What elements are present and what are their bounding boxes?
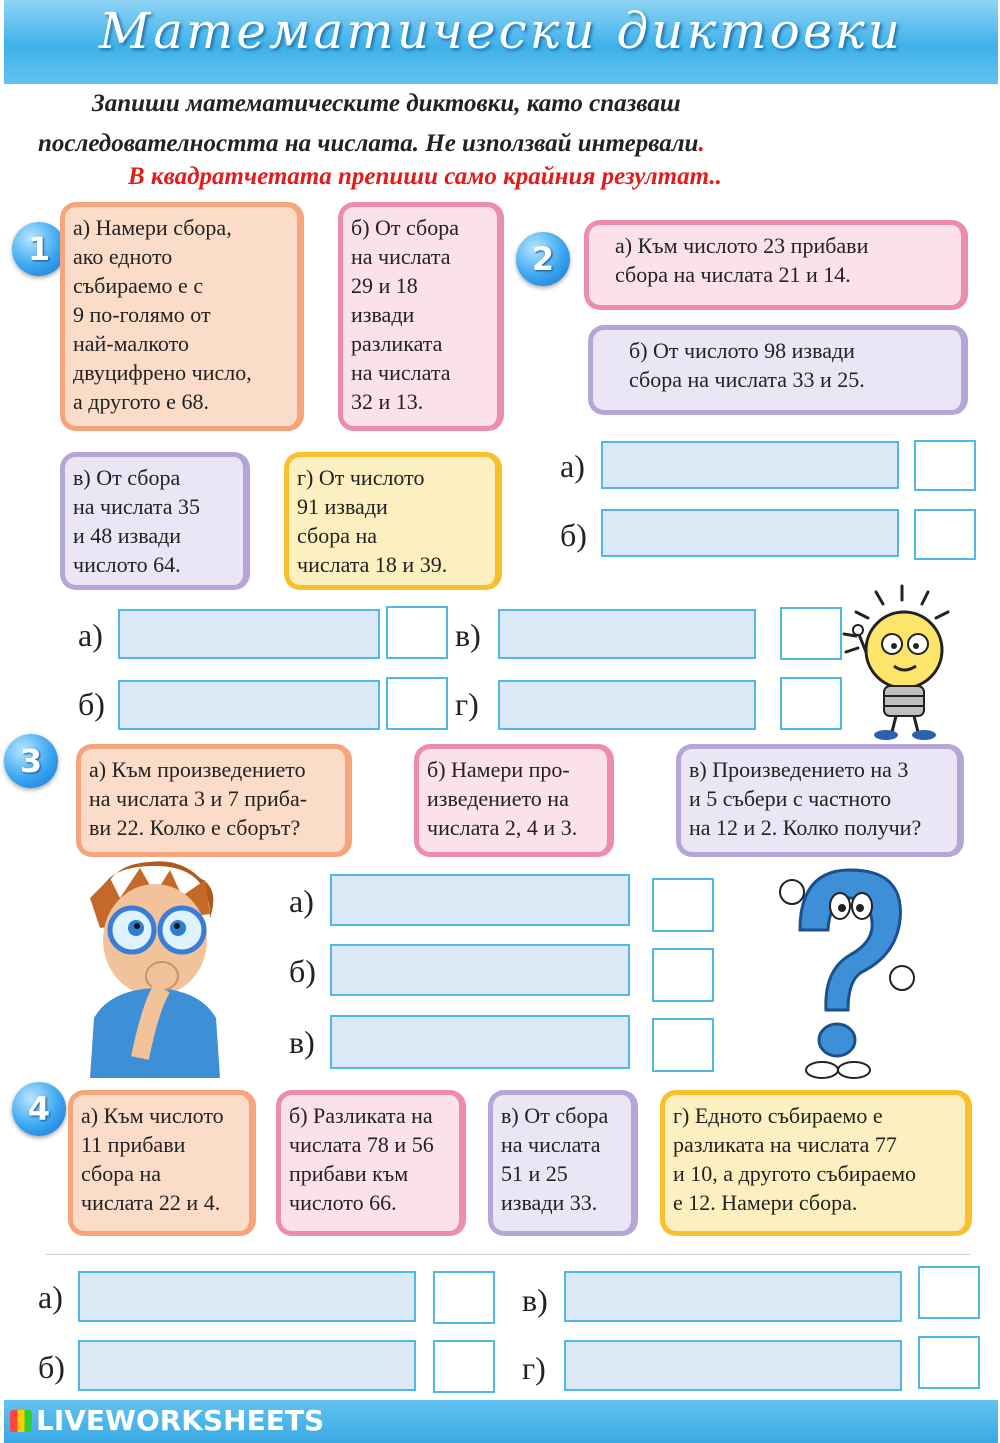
question-mark-mascot [770, 860, 920, 1090]
answer-4c-expression-input[interactable] [564, 1271, 902, 1322]
answer-2b-result-box[interactable] [914, 509, 976, 560]
answer-1b-expression-input[interactable] [118, 680, 380, 730]
task-1a-card [60, 202, 304, 431]
answer-1b-result-box[interactable] [386, 677, 448, 730]
task-1c-card [60, 452, 250, 590]
footer-bar [4, 1400, 998, 1443]
section-4-badge: 4 [12, 1082, 66, 1136]
task-4d-card [660, 1090, 972, 1236]
thinking-boy-illustration [70, 858, 240, 1078]
answer-1a-result-box[interactable] [386, 606, 448, 659]
task-4a-text: а) Към числото 11 прибави сбора на числата 22 и 4. [81, 1103, 224, 1215]
answer-1d-label: г) [455, 686, 479, 722]
task-2b-card [588, 325, 968, 415]
answer-4a-result-box[interactable] [433, 1271, 495, 1324]
task-4a-card [68, 1090, 256, 1236]
task-1d-card [284, 452, 502, 590]
task-1b-card [338, 202, 504, 431]
answer-2b-label: б) [560, 517, 587, 553]
task-3a-text: а) Към произведението на числата 3 и 7 приба- ви 22. Колко е сборът? [89, 757, 308, 840]
answer-3b-label: б) [289, 953, 316, 989]
answer-1d-expression-input[interactable] [498, 680, 756, 730]
task-3c-card [676, 744, 964, 857]
answer-1a-expression-input[interactable] [118, 609, 380, 659]
lightbulb-mascot [836, 582, 966, 742]
task-2a-card [584, 220, 968, 310]
answer-4d-label: г) [522, 1350, 546, 1386]
answer-4b-expression-input[interactable] [78, 1340, 416, 1391]
worksheet-title: Математически диктовки [99, 2, 903, 60]
task-2b-text: б) От числото 98 извади сбора на числата 33 и 25. [629, 338, 865, 392]
section-1-badge: 1 [12, 222, 66, 276]
task-1c-text: в) От сбора на числата 35 и 48 извади числото 64. [73, 465, 200, 577]
answer-3c-result-box[interactable] [652, 1018, 714, 1072]
liveworksheets-logo-icon [10, 1410, 32, 1432]
instruction-line-3: В квадратчетата препиши само крайния резултат.. [128, 163, 722, 190]
answer-4b-result-box[interactable] [433, 1340, 495, 1393]
task-1a-text: а) Намери сбора, ако едното събираемо е с 9 по-голямо от най-малкото двуцифрено число, а другото е 68. [73, 215, 252, 414]
section-2-badge: 2 [516, 232, 570, 286]
task-4c-card [488, 1090, 638, 1236]
answer-4c-label: в) [522, 1282, 548, 1318]
answer-2a-label: а) [560, 448, 585, 484]
answer-3a-result-box[interactable] [652, 878, 714, 932]
answer-4d-result-box[interactable] [918, 1336, 980, 1389]
instruction-line-1: Запиши математическите диктовки, като спазваш [92, 90, 681, 117]
answer-1d-result-box[interactable] [780, 677, 842, 730]
task-4c-text: в) От сбора на числата 51 и 25 извади 33. [501, 1103, 609, 1215]
answer-1c-expression-input[interactable] [498, 609, 756, 659]
answer-1c-label: в) [455, 617, 481, 653]
answer-4b-label: б) [38, 1349, 65, 1385]
liveworksheets-logo[interactable] [10, 1404, 324, 1437]
answer-2a-result-box[interactable] [914, 440, 976, 491]
answer-3c-expression-input[interactable] [330, 1015, 630, 1069]
instruction-line-2 [38, 130, 705, 158]
answer-4c-result-box[interactable] [918, 1266, 980, 1319]
task-4d-text: г) Едното събираемо е разликата на числата 77 и 10, а другото събираемо е 12. Намери сбора. [673, 1103, 917, 1215]
answer-3a-expression-input[interactable] [330, 874, 630, 926]
answer-3c-label: в) [289, 1024, 315, 1060]
task-3a-card [76, 744, 352, 857]
title-banner [4, 0, 998, 84]
task-1d-text: г) От числото 91 извади сбора на числата 18 и 39. [297, 465, 448, 577]
task-1b-text: б) От сбора на числата 29 и 18 извади разликата на числата 32 и 13. [351, 215, 460, 414]
answer-4a-expression-input[interactable] [78, 1271, 416, 1322]
answer-4d-expression-input[interactable] [564, 1340, 902, 1391]
answer-4a-label: а) [38, 1279, 63, 1315]
answer-2b-expression-input[interactable] [601, 509, 899, 557]
instruction-line-2-text: последователността на числата. Не използвай интервали [38, 130, 699, 157]
task-3b-card [414, 744, 614, 857]
task-3b-text: б) Намери про- изведението на числата 2, 4 и 3. [427, 757, 578, 840]
instruction-line-2-dot: . [698, 130, 705, 157]
section-3-badge: 3 [4, 734, 58, 788]
task-3c-text: в) Произведението на 3 и 5 събери с частното на 12 и 2. Колко получи? [689, 757, 922, 840]
answer-1b-label: б) [78, 686, 105, 722]
answer-3a-label: а) [289, 883, 314, 919]
task-2a-text: а) Към числото 23 прибави сбора на числата 21 и 14. [615, 233, 869, 287]
answer-1a-label: а) [78, 617, 103, 653]
answer-1c-result-box[interactable] [780, 607, 842, 660]
answer-3b-result-box[interactable] [652, 948, 714, 1002]
answer-3b-expression-input[interactable] [330, 944, 630, 996]
answer-2a-expression-input[interactable] [601, 441, 899, 489]
task-4b-card [276, 1090, 466, 1236]
liveworksheets-logo-text: LIVEWORKSHEETS [36, 1404, 325, 1437]
task-4b-text: б) Разликата на числата 78 и 56 прибави към числото 66. [289, 1103, 434, 1215]
section-divider [46, 1254, 970, 1255]
